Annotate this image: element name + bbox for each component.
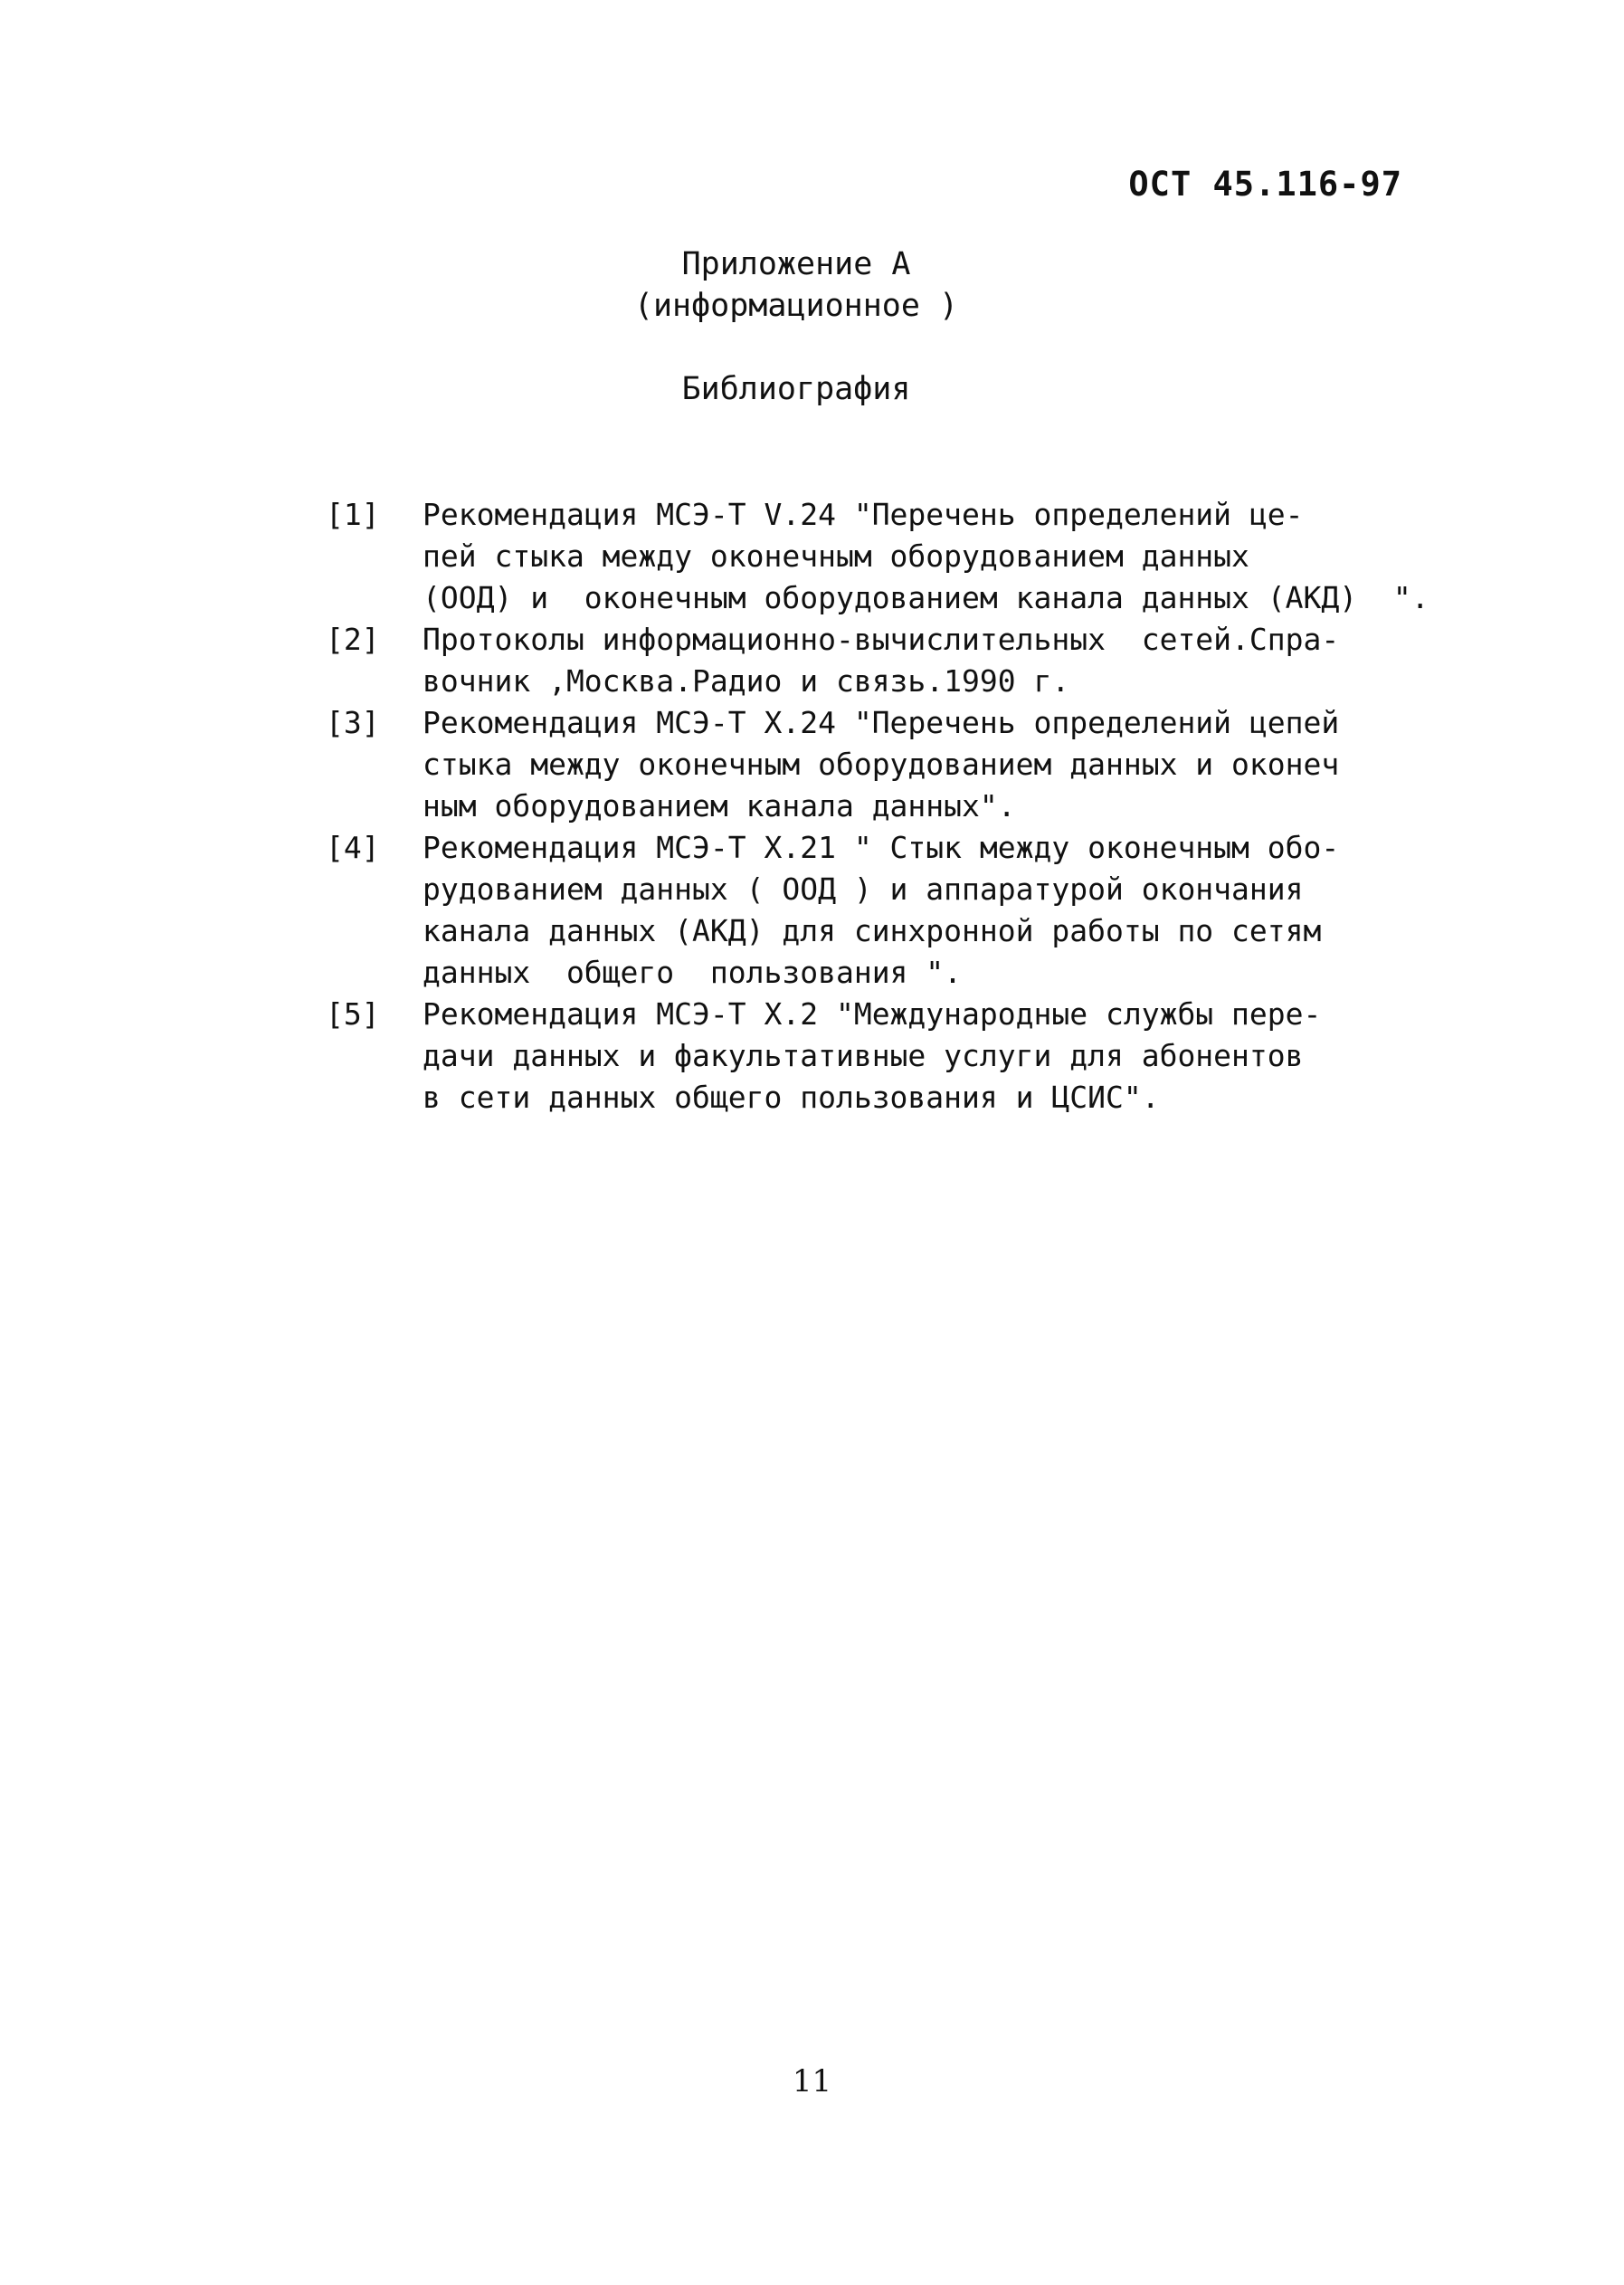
entry-line: Рекомендация МСЭ-Т V.24 "Перечень определений це-	[423, 497, 1304, 532]
appendix-subtitle: (информационное )	[633, 288, 959, 324]
entry-line: вочник ,Москва.Радио и связь.1990 г.	[423, 663, 1070, 699]
entry-line: Рекомендация МСЭ-Т Х.21 " Стык между оконечным обо-	[423, 830, 1340, 865]
bibliography-entry	[326, 994, 1502, 1119]
entry-line: Рекомендация МСЭ-Т Х.2 "Международные службы пере-	[423, 996, 1322, 1032]
bibliography-title: Библиография	[681, 371, 911, 407]
bibliography-entry	[326, 494, 1502, 619]
entry-text	[423, 619, 1339, 702]
entry-text	[423, 702, 1339, 827]
page-number: 11	[792, 2063, 832, 2099]
entry-number: [3]	[326, 705, 380, 740]
entry-line: в сети данных общего пользования и ЦСИС".	[423, 1080, 1160, 1115]
bibliography-entry	[326, 702, 1502, 827]
entry-line: Протоколы информационно-вычислительных сетей.Спра-	[423, 622, 1340, 657]
entry-line: дачи данных и факультативные услуги для абонентов	[423, 1038, 1304, 1073]
entry-line: стыка между оконечным оборудованием данных и оконеч	[423, 747, 1340, 782]
entry-number: [2]	[326, 622, 380, 657]
entry-line: пей стыка между оконечным оборудованием данных	[423, 538, 1249, 574]
bibliography-entry	[326, 827, 1502, 994]
bibliography-list	[326, 494, 1502, 1119]
bibliography-entry	[326, 619, 1502, 702]
entry-line: рудованием данных ( ООД ) и аппаратурой окончания	[423, 871, 1304, 907]
entry-line: (ООД) и оконечным оборудованием канала данных (АКД) ".	[423, 580, 1429, 615]
document-code: ОСТ 45.116-97	[1128, 165, 1402, 204]
entry-text	[423, 827, 1339, 994]
entry-line: канала данных (АКД) для синхронной работы по сетям	[423, 913, 1322, 948]
appendix-title: Приложение А	[681, 246, 911, 282]
entry-line: Рекомендация МСЭ-Т Х.24 "Перечень определений цепей	[423, 705, 1340, 740]
entry-line: ным оборудованием канала данных".	[423, 788, 1016, 824]
entry-line: данных общего пользования ".	[423, 955, 963, 990]
entry-text	[423, 994, 1321, 1119]
entry-number: [5]	[326, 996, 380, 1032]
entry-number: [1]	[326, 497, 380, 532]
entry-text	[423, 494, 1429, 619]
entry-number: [4]	[326, 830, 380, 865]
